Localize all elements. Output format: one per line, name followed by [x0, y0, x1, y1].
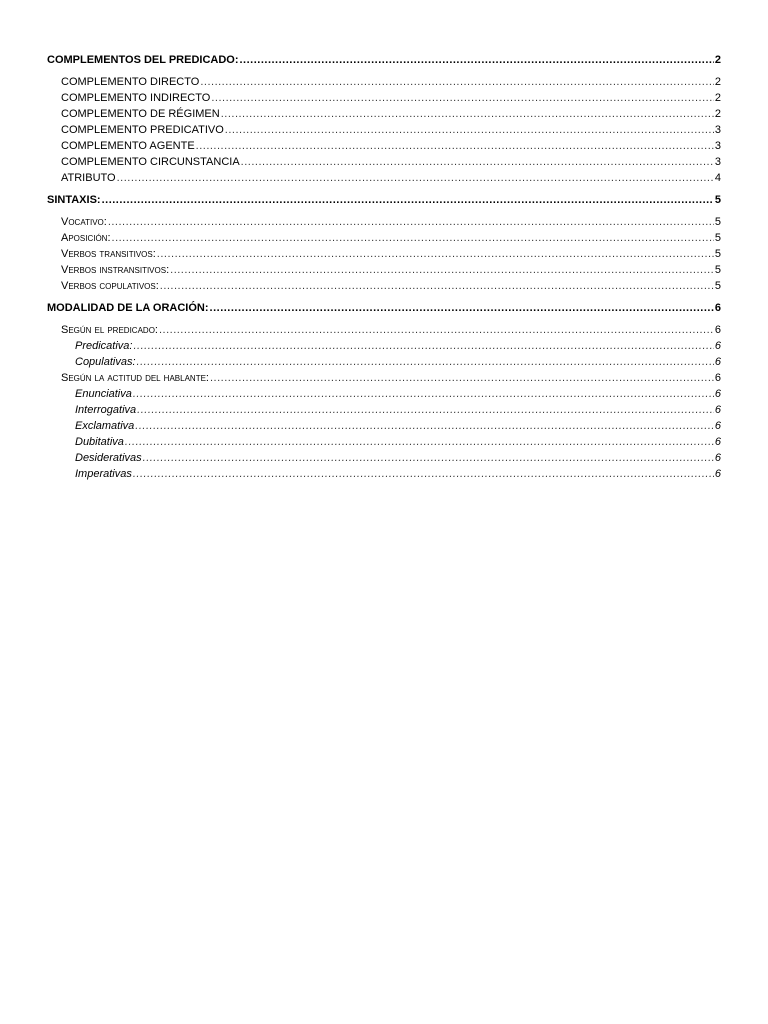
toc-entry-text: Enunciativa — [75, 388, 132, 400]
toc-entry-complemento-agente[interactable] — [47, 138, 721, 154]
toc-page-number: 3 — [714, 156, 721, 168]
toc-entry-complemento-circunstancia[interactable] — [47, 154, 721, 170]
toc-leader-dots — [210, 300, 714, 316]
toc-page-number: 5 — [714, 264, 721, 276]
toc-entry-exclamativa[interactable] — [47, 418, 721, 434]
toc-entry-text: Vocativo: — [61, 216, 107, 228]
toc-entry-segun-el-predicado[interactable] — [47, 322, 721, 338]
toc-leader-dots — [133, 386, 714, 402]
toc-entry-complementos-del-predicado[interactable] — [47, 52, 721, 68]
toc-entry-text: SINTAXIS: — [47, 194, 101, 206]
toc-entry-text: Dubitativa — [75, 436, 124, 448]
toc-leader-dots — [221, 106, 714, 122]
toc-page-number: 5 — [714, 232, 721, 244]
toc-page-number: 6 — [714, 452, 721, 464]
toc-entry-text: ATRIBUTO — [61, 172, 116, 184]
toc-entry-text: Interrogativa — [75, 404, 137, 416]
toc-entry-predicativa[interactable] — [47, 338, 721, 354]
toc-entry-imperativas[interactable] — [47, 466, 721, 482]
toc-leader-dots — [200, 74, 714, 90]
toc-entry-verbos-instransitivos[interactable] — [47, 262, 721, 278]
toc-entry-text: COMPLEMENTO PREDICATIVO — [61, 124, 224, 136]
toc-entry-text: Verbos instransitivos: — [61, 264, 170, 276]
toc-entry-text: COMPLEMENTO AGENTE — [61, 140, 195, 152]
table-of-contents — [47, 52, 721, 482]
toc-entry-text: COMPLEMENTOS DEL PREDICADO: — [47, 54, 239, 66]
toc-leader-dots — [159, 322, 714, 338]
toc-leader-dots — [196, 138, 714, 154]
toc-entry-modalidad-de-la-oracion[interactable] — [47, 300, 721, 316]
toc-entry-text: Según la actitud del hablante: — [61, 372, 209, 384]
toc-entry-sintaxis[interactable] — [47, 192, 721, 208]
toc-page-number: 2 — [714, 92, 721, 104]
toc-entry-copulativas[interactable] — [47, 354, 721, 370]
toc-leader-dots — [143, 450, 714, 466]
toc-page-number: 5 — [714, 280, 721, 292]
toc-entry-text: MODALIDAD DE LA ORACIÓN: — [47, 302, 209, 314]
toc-page-number: 5 — [714, 216, 721, 228]
toc-entry-text: Copulativas: — [75, 356, 136, 368]
toc-entry-vocativo[interactable] — [47, 214, 721, 230]
toc-entry-text: Desiderativas — [75, 452, 142, 464]
toc-entry-complemento-directo[interactable] — [47, 74, 721, 90]
toc-entry-aposicion[interactable] — [47, 230, 721, 246]
toc-leader-dots — [108, 214, 714, 230]
toc-leader-dots — [135, 418, 714, 434]
toc-entry-text: Imperativas — [75, 468, 132, 480]
toc-leader-dots — [170, 262, 714, 278]
toc-page-number: 6 — [714, 388, 721, 400]
toc-leader-dots — [137, 402, 714, 418]
toc-page-number: 4 — [714, 172, 721, 184]
toc-entry-segun-la-actitud-del-hablante[interactable] — [47, 370, 721, 386]
toc-page-number: 5 — [714, 194, 721, 206]
toc-entry-text: COMPLEMENTO CIRCUNSTANCIA — [61, 156, 240, 168]
toc-leader-dots — [160, 278, 714, 294]
toc-leader-dots — [112, 230, 714, 246]
toc-page-number: 2 — [714, 76, 721, 88]
toc-page-number: 3 — [714, 140, 721, 152]
toc-page-number: 6 — [714, 324, 721, 336]
toc-entry-text: Verbos transitivos: — [61, 248, 156, 260]
toc-leader-dots — [133, 338, 713, 354]
toc-leader-dots — [225, 122, 714, 138]
toc-leader-dots — [117, 170, 714, 186]
toc-entry-text: Aposición: — [61, 232, 111, 244]
toc-page-number: 5 — [714, 248, 721, 260]
toc-entry-complemento-de-regimen[interactable] — [47, 106, 721, 122]
toc-page-number: 6 — [714, 404, 721, 416]
toc-entry-atributo[interactable] — [47, 170, 721, 186]
toc-entry-desiderativas[interactable] — [47, 450, 721, 466]
toc-page-number: 6 — [714, 436, 721, 448]
toc-leader-dots — [137, 354, 714, 370]
toc-entry-verbos-transitivos[interactable] — [47, 246, 721, 262]
toc-entry-text: Predicativa: — [75, 340, 133, 352]
toc-entry-text: Verbos copulativos: — [61, 280, 159, 292]
toc-page-number: 6 — [714, 356, 721, 368]
toc-page-number: 6 — [714, 340, 721, 352]
toc-leader-dots — [133, 466, 714, 482]
toc-entry-interrogativa[interactable] — [47, 402, 721, 418]
toc-page-number: 6 — [714, 468, 721, 480]
toc-page-number: 6 — [714, 420, 721, 432]
toc-entry-enunciativa[interactable] — [47, 386, 721, 402]
toc-entry-complemento-indirecto[interactable] — [47, 90, 721, 106]
toc-entry-text: COMPLEMENTO DIRECTO — [61, 76, 200, 88]
toc-entry-text: COMPLEMENTO DE RÉGIMEN — [61, 108, 220, 120]
toc-page-number: 2 — [714, 54, 721, 66]
toc-page-number: 3 — [714, 124, 721, 136]
toc-entry-verbos-copulativos[interactable] — [47, 278, 721, 294]
toc-entry-dubitativa[interactable] — [47, 434, 721, 450]
toc-entry-text: COMPLEMENTO INDIRECTO — [61, 92, 211, 104]
toc-entry-text: Exclamativa — [75, 420, 135, 432]
toc-leader-dots — [157, 246, 714, 262]
toc-leader-dots — [210, 370, 714, 386]
toc-leader-dots — [211, 90, 714, 106]
toc-leader-dots — [125, 434, 714, 450]
toc-page-number: 2 — [714, 108, 721, 120]
toc-leader-dots — [102, 192, 714, 208]
toc-entry-complemento-predicativo[interactable] — [47, 122, 721, 138]
toc-entry-text: Según el predicado: — [61, 324, 158, 336]
toc-page-number: 6 — [714, 302, 721, 314]
toc-page-number: 6 — [714, 372, 721, 384]
toc-leader-dots — [241, 154, 714, 170]
toc-leader-dots — [240, 52, 714, 68]
